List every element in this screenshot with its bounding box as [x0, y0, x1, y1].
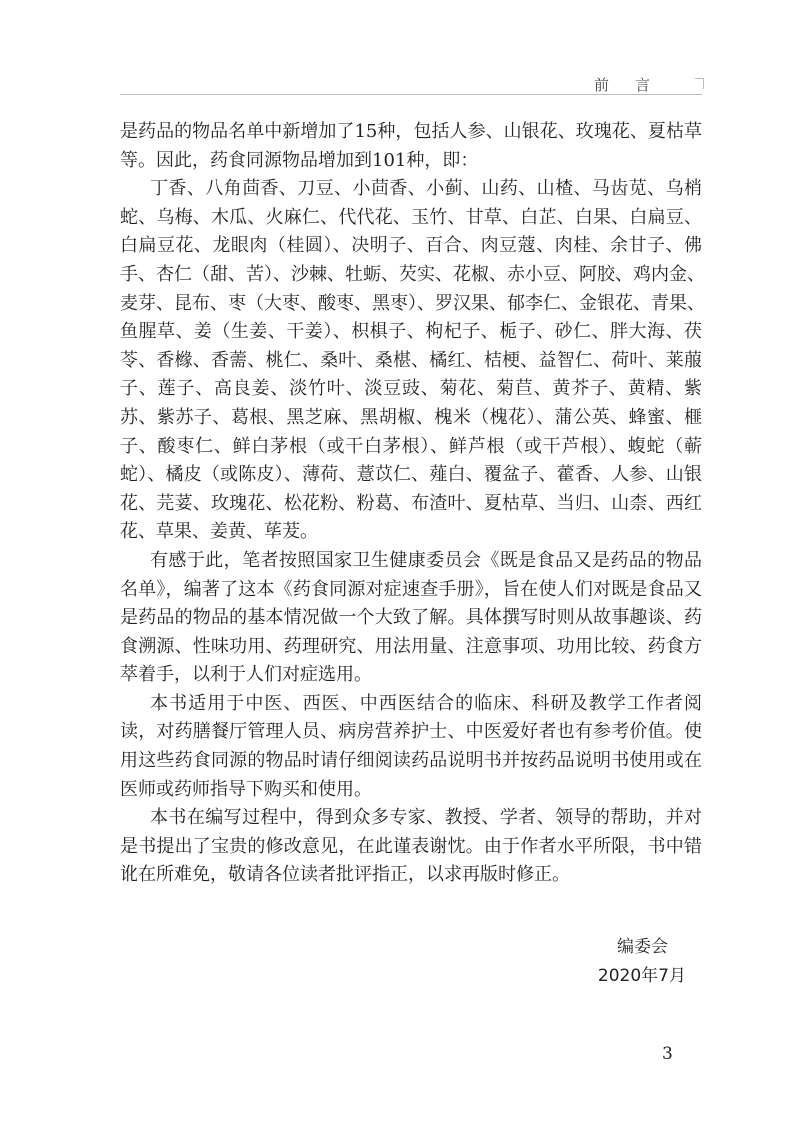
text-line: 有感于此，笔者按照国家卫生健康委员会《既是食品又是药品的物品 [150, 549, 702, 571]
preface-body [120, 118, 705, 890]
text-line: 苓、香橼、香薷、桃仁、桑叶、桑椹、橘红、桔梗、益智仁、荷叶、莱菔 [120, 349, 702, 371]
text-line: 手、杏仁（甜、苦）、沙棘、牡蛎、芡实、花椒、赤小豆、阿胶、鸡内金、 [120, 263, 705, 285]
paragraph [120, 690, 702, 804]
text-line: 苏、紫苏子、葛根、黑芝麻、黑胡椒、槐米（槐花）、蒲公英、蜂蜜、榧 [120, 406, 702, 428]
text-line: 子、酸枣仁、鲜白茅根（或干白茅根）、鲜芦根（或干芦根）、蝮蛇（蕲 [120, 435, 702, 457]
text-line: 麦芽、昆布、枣（大枣、酸枣、黑枣）、罗汉果、郁李仁、金银花、青果、 [120, 292, 705, 314]
signature: 编委会 [617, 937, 668, 957]
text-line: 医师或药师指导下购买和使用。 [120, 778, 372, 800]
text-line: 白扁豆花、龙眼肉（桂圆）、决明子、百合、肉豆蔻、肉桂、余甘子、佛 [120, 235, 702, 257]
paragraph [120, 547, 702, 690]
running-header [120, 72, 702, 95]
paragraph [120, 804, 702, 890]
corner-mark-icon [695, 78, 704, 89]
text-line: 等。因此，药食同源物品增加到101种，即： [120, 149, 479, 171]
text-line: 名单》，编著了这本《药食同源对症速查手册》，旨在使人们对既是食品又 [120, 578, 702, 600]
paragraph [120, 118, 702, 175]
text-line: 是药品的物品的基本情况做一个大致了解。具体撰写时则从故事趣谈、药 [120, 607, 702, 629]
text-line: 花、草果、姜黄、荜茇。 [120, 521, 318, 543]
text-line: 鱼腥草、姜（生姜、干姜）、枳椇子、枸杞子、栀子、砂仁、胖大海、茯 [120, 321, 702, 343]
text-line: 读，对药膳餐厅管理人员、病房营养护士、中医爱好者也有参考价值。使 [120, 721, 702, 743]
header-title: 前言 [593, 76, 676, 94]
text-line: 萃着手，以利于人们对症选用。 [120, 664, 372, 686]
text-line: 是书提出了宝贵的修改意见，在此谨表谢忱。由于作者水平所限，书中错 [120, 835, 702, 857]
paragraph [120, 175, 705, 547]
text-line: 丁香、八角茴香、刀豆、小茴香、小蓟、山药、山楂、马齿苋、乌梢 [150, 178, 702, 200]
page-number: 3 [662, 1044, 673, 1064]
text-line: 本书在编写过程中，得到众多专家、教授、学者、领导的帮助，并对 [150, 807, 702, 829]
date: 2020年7月 [597, 966, 686, 986]
text-line: 讹在所难免，敬请各位读者批评指正，以求再版时修正。 [120, 864, 570, 886]
text-line: 蛇）、橘皮（或陈皮）、薄荷、薏苡仁、薤白、覆盆子、藿香、人参、山银 [120, 464, 702, 486]
text-line: 是药品的物品名单中新增加了15种，包括人参、山银花、玫瑰花、夏枯草 [120, 121, 702, 142]
text-line: 子、莲子、高良姜、淡竹叶、淡豆豉、菊花、菊苣、黄芥子、黄精、紫 [120, 378, 702, 400]
text-line: 食溯源、性味功用、药理研究、用法用量、注意事项、功用比较、药食方 [120, 635, 702, 657]
text-line: 花、芫荽、玫瑰花、松花粉、粉葛、布渣叶、夏枯草、当归、山柰、西红 [120, 492, 702, 514]
text-line: 用这些药食同源的物品时请仔细阅读药品说明书并按药品说明书使用或在 [120, 750, 702, 772]
text-line: 蛇、乌梅、木瓜、火麻仁、代代花、玉竹、甘草、白芷、白果、白扁豆、 [120, 206, 702, 228]
text-line: 本书适用于中医、西医、中西医结合的临床、科研及教学工作者阅 [150, 692, 702, 714]
